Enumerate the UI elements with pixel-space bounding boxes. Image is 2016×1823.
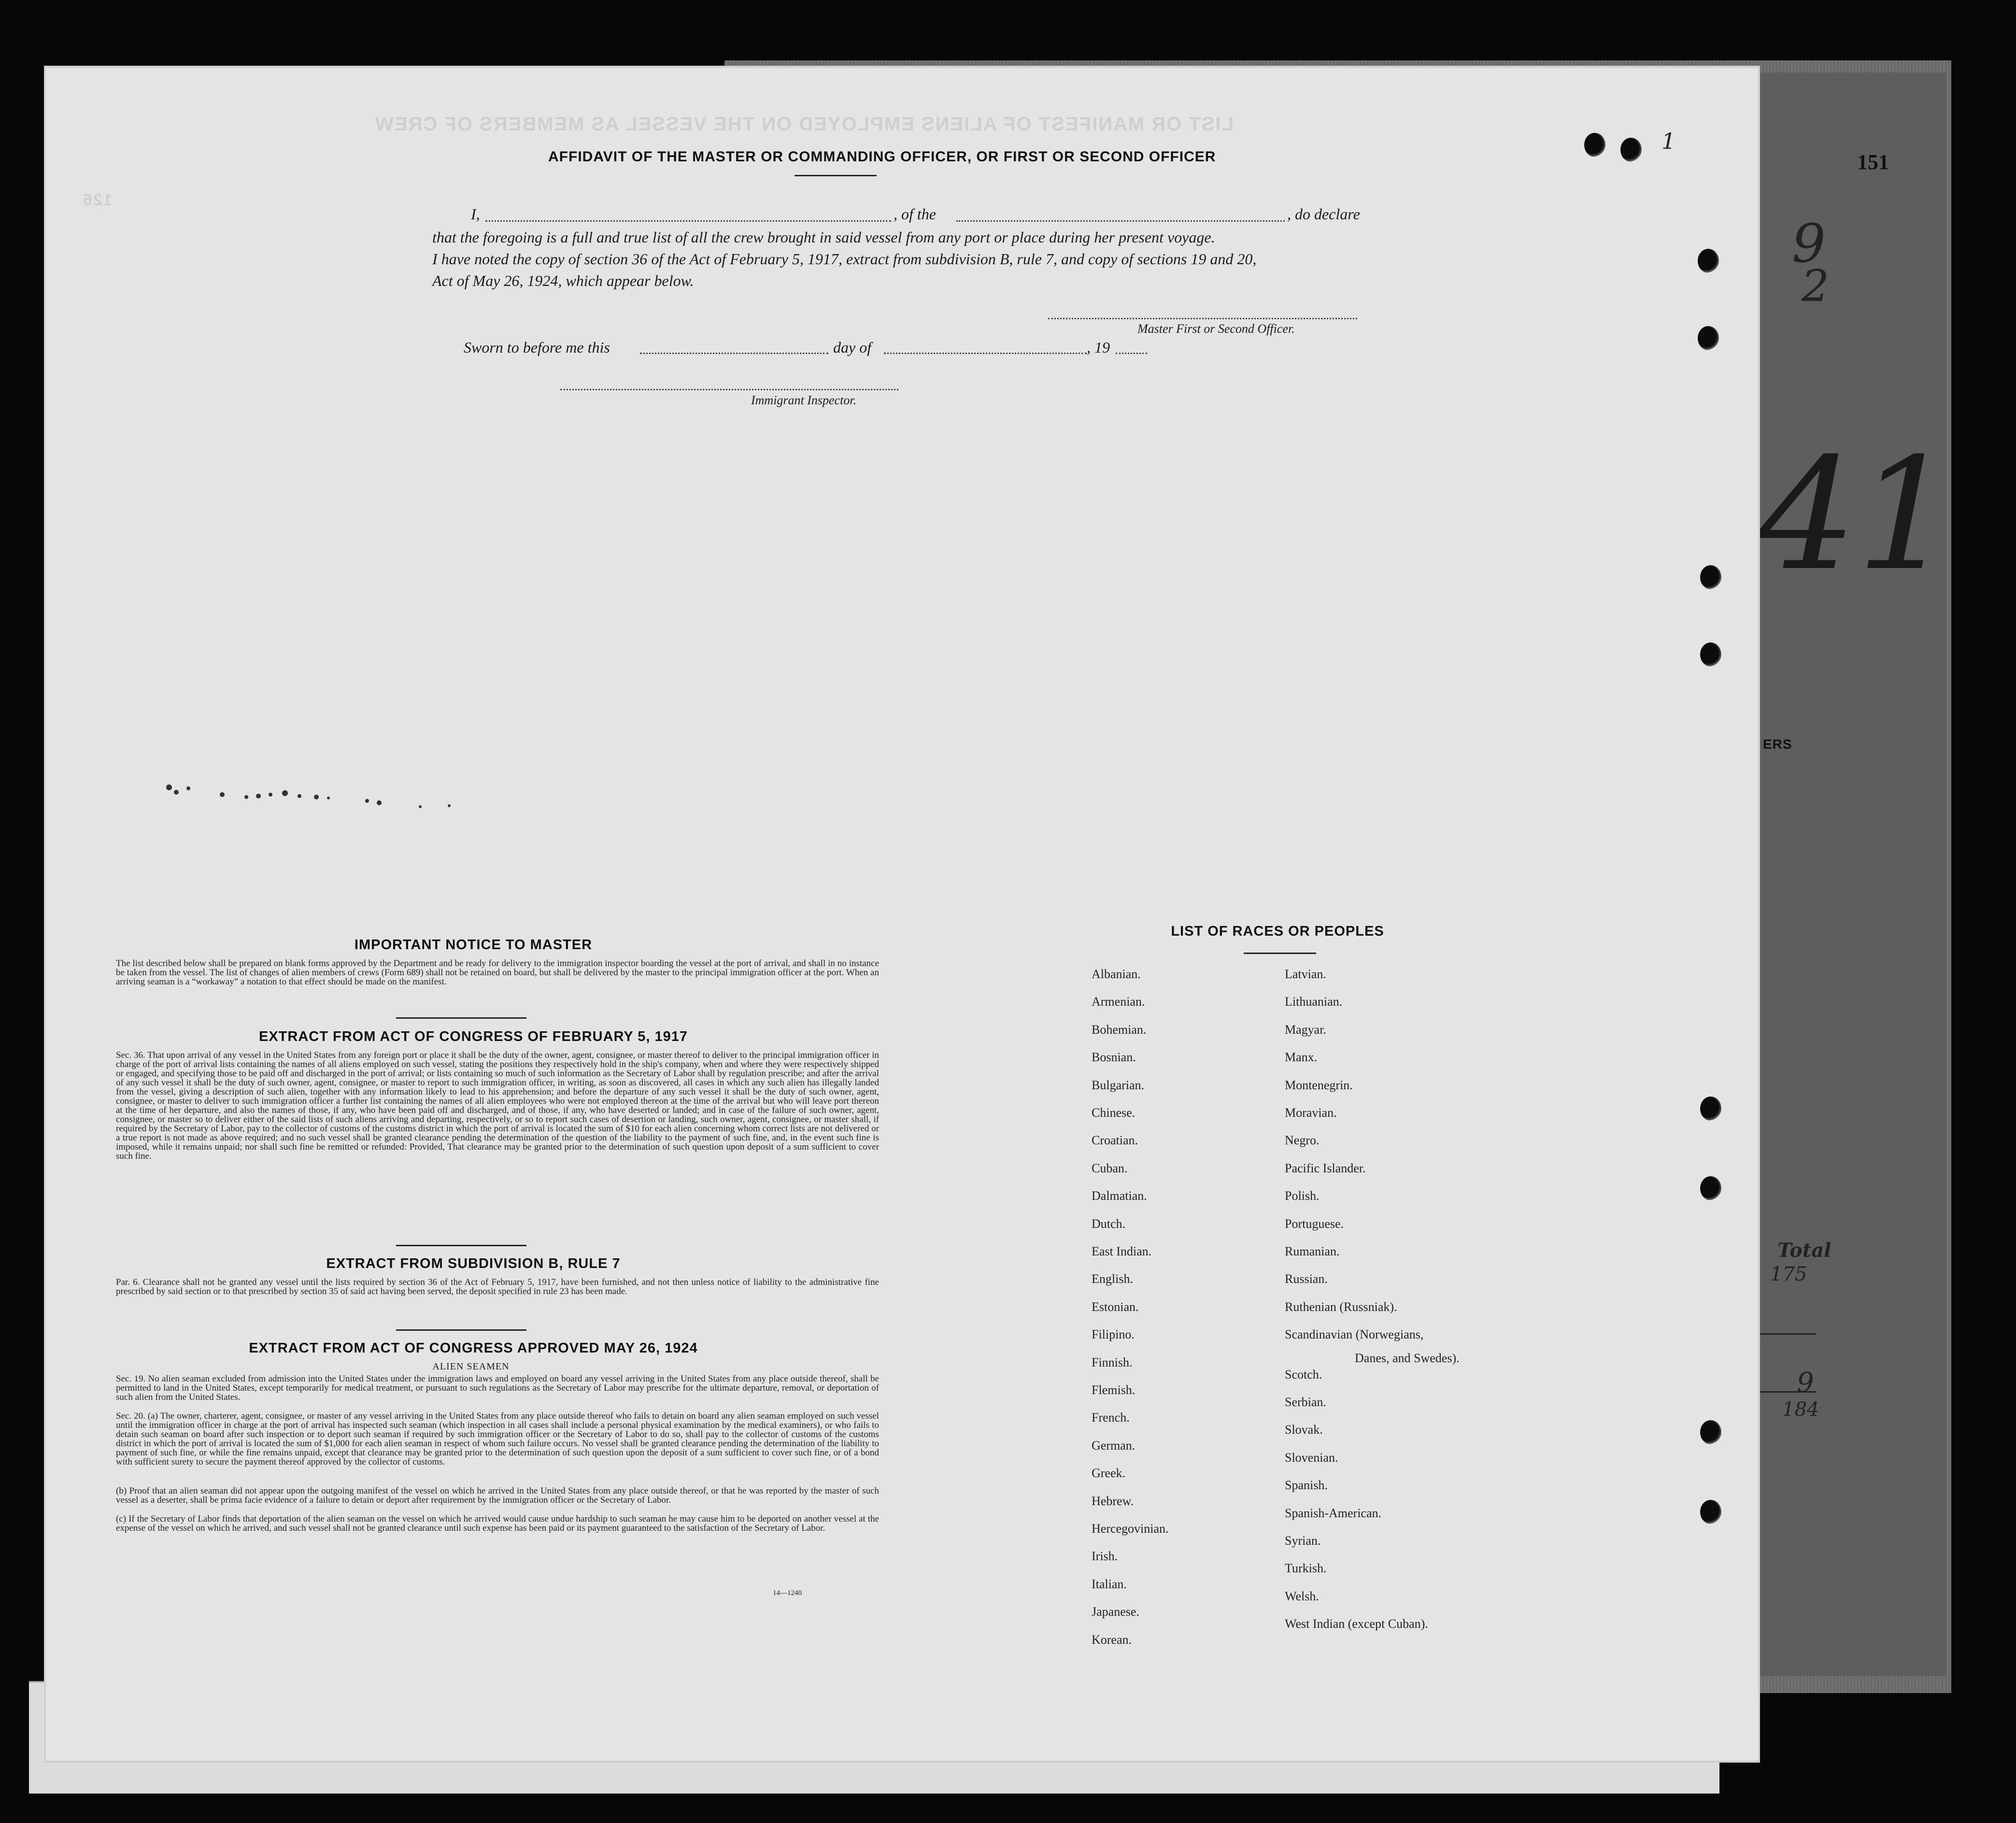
sworn-month-blank (884, 353, 1087, 354)
affidavit-title-rule (795, 175, 877, 176)
race-item: Rumanian. (1285, 1244, 1340, 1258)
race-item: Finnish. (1092, 1355, 1133, 1369)
race-item: Welsh. (1285, 1589, 1319, 1603)
bleed-through-code: 126 (82, 191, 113, 209)
bleed-through-title: LIST OR MANIFEST OF ALIENS EMPLOYED ON THE VESSEL AS MEMBERS OF CREW (374, 114, 1234, 135)
sworn-year-blank (1116, 353, 1147, 354)
race-item: Ruthenian (Russniak). (1285, 1299, 1397, 1314)
total-value: 175 (1770, 1263, 1807, 1285)
race-item: English. (1092, 1272, 1133, 1286)
punch-hole (1700, 1176, 1721, 1200)
race-item: Croatian. (1092, 1133, 1138, 1148)
race-item: Montenegrin. (1285, 1078, 1353, 1092)
affidavit-line-1: that the foregoing is a full and true list of all the crew brought in said vessel from any port or place during her present voyage. (432, 228, 1215, 246)
subdivision-b-title: EXTRACT FROM SUBDIVISION B, RULE 7 (326, 1256, 621, 1271)
race-item: Moravian. (1285, 1106, 1337, 1120)
margin-rule-2 (1758, 1391, 1816, 1393)
punch-hole (1698, 249, 1719, 273)
notice-title: IMPORTANT NOTICE TO MASTER (354, 937, 593, 953)
total-label: Total (1777, 1239, 1831, 1262)
race-item: Filipino. (1092, 1327, 1135, 1342)
punch-hole (1700, 642, 1721, 667)
punch-hole (1700, 565, 1721, 589)
race-item: West Indian (except Cuban). (1285, 1617, 1428, 1631)
extract-1924-sec20c: (c) If the Secretary of Labor finds that deportation of the alien seaman on the vessel on which he arrived would cause undue hardship to such seaman he may cause him to be deported on another vessel at the expense of the vessel on which he arrived, and such vessel shall not be granted clearance until such expense has been paid or its payment guaranteed to the satisfaction of the Secretary of Labor. (116, 1514, 879, 1533)
section-rule-3 (396, 1329, 526, 1331)
race-item: Russian. (1285, 1272, 1328, 1286)
affidavit-i-label: I, (471, 205, 480, 223)
punch-hole (1620, 138, 1642, 162)
race-item: Lithuanian. (1285, 995, 1343, 1009)
extract-1924-sec20a: Sec. 20. (a) The owner, charterer, agent, consignee, or master of any vessel arriving in the United States from any place outside thereof who fails to detain on board any alien seaman employed on such vessel until the immigration officer in charge at the port of arrival has inspected such seaman (which inspection in all cases shall include a personal physical examination by the medical examiners), or who fails to detain such seaman on board after such inspection or to deport such seaman if required by such immigration officer or the Secretary of Labor to do so, shall pay to the collector of customs of the customs district in which the port of arrival is located the sum of $1,000 for each alien seaman in respect of whom such failure occurs. No vessel shall be granted clearance pending the determination of the liability to payment of such fine, or while the fine remains unpaid, except that clearance may be granted prior to the determination of such question upon the deposit of a sum sufficient to cover such fine, or of a bond with sufficient surety to secure the payment thereof approved by the collector of customs. (116, 1411, 879, 1467)
race-item: Turkish. (1285, 1561, 1327, 1576)
handwritten-big-number: 41 (1758, 425, 1955, 605)
race-item: Dutch. (1092, 1216, 1126, 1231)
races-title-rule (1244, 953, 1316, 954)
race-item: Manx. (1285, 1050, 1318, 1065)
race-item: Spanish-American. (1285, 1506, 1382, 1520)
race-item: Latvian. (1285, 967, 1326, 981)
handwritten-two: 2 (1802, 261, 1830, 312)
year-prefix: , 19 (1087, 339, 1110, 356)
race-item: Hercegovinian. (1092, 1522, 1169, 1536)
race-item: Flemish. (1092, 1383, 1136, 1397)
extract-1924-sec19: Sec. 19. No alien seaman excluded from admission into the United States under the immigration laws and employed on board any vessel arriving in the United States from any place outside thereof, shall be permitted to land in the United States, except temporarily for medical treatment, or pursuant to such regulations as the Secretary of Labor may prescribe for the ultimate departure, removal, or deportation of such alien from the United States. (116, 1374, 879, 1402)
alien-seamen-subtitle: ALIEN SEAMEN (432, 1361, 510, 1372)
race-item: French. (1092, 1410, 1130, 1425)
margin-184: 184 (1782, 1398, 1819, 1421)
race-item: Dalmatian. (1092, 1189, 1147, 1203)
race-item: Irish. (1092, 1549, 1118, 1564)
affidavit-name-blank (485, 220, 891, 222)
race-item: Scotch. (1285, 1367, 1322, 1381)
race-item: Hebrew. (1092, 1494, 1134, 1508)
race-item-continuation: Danes, and Swedes). (1355, 1351, 1460, 1365)
manifest-page (46, 68, 1758, 1761)
race-item: Portuguese. (1285, 1216, 1344, 1231)
race-item: Magyar. (1285, 1022, 1326, 1037)
race-item: Armenian. (1092, 995, 1145, 1009)
race-item: Syrian. (1285, 1534, 1321, 1548)
corner-digit: 1 (1661, 128, 1676, 154)
race-item: East Indian. (1092, 1244, 1152, 1258)
race-item: Greek. (1092, 1466, 1126, 1481)
punch-hole (1698, 326, 1719, 350)
master-signature-label: Master First or Second Officer. (1137, 322, 1295, 336)
scan-specks (159, 768, 594, 816)
affidavit-of-the-label: , of the (894, 205, 936, 223)
race-item: Japanese. (1092, 1605, 1139, 1619)
race-item: Slovak. (1285, 1423, 1323, 1437)
handwritten-nine: 9 (1792, 213, 1826, 274)
margin-rule-1 (1758, 1333, 1816, 1335)
affidavit-line-2: I have noted the copy of section 36 of the Act of February 5, 1917, extract from subdivision B, rule 7, and copy of sections 19 and 20, (432, 250, 1257, 268)
punch-hole (1700, 1500, 1721, 1524)
extract-1924-title: EXTRACT FROM ACT OF CONGRESS APPROVED MAY 26, 1924 (249, 1340, 698, 1356)
extract-1924-sec20b: (b) Proof that an alien seaman did not appear upon the outgoing manifest of the vessel on which he arrived in the United States from any place outside thereof, or that he was reported by the master of such vessel as a deserter, shall be prima facie evidence of a failure to detain or deport after requirement by the immigration officer or the Secretary of Labor. (116, 1486, 879, 1505)
inspector-label: Immigrant Inspector. (751, 393, 857, 407)
notice-body: The list described below shall be prepared on blank forms approved by the Department and be ready for delivery to the immigration inspector boarding the vessel at the port of arrival, and shall in no instance be taken from the vessel. The list of changes of alien members of crews (Form 689) shall not be retained on board, but shall be delivered by the master to the principal immigration officer at the port. When an arriving seaman is a “workaway” a notation to that effect should be made on the manifest. (116, 958, 879, 987)
race-item: Bohemian. (1092, 1022, 1147, 1037)
affidavit-vessel-blank (956, 220, 1285, 222)
races-title: LIST OF RACES OR PEOPLES (1171, 924, 1384, 939)
race-item: Chinese. (1092, 1106, 1136, 1120)
punch-hole (1700, 1420, 1721, 1444)
sworn-label: Sworn to before me this (464, 339, 610, 356)
tab-text: ERS (1763, 737, 1792, 752)
race-item: Cuban. (1092, 1161, 1128, 1175)
race-item: Korean. (1092, 1632, 1132, 1647)
extract-1917-title: EXTRACT FROM ACT OF CONGRESS OF FEBRUARY 5, 1917 (258, 1029, 688, 1044)
affidavit-title: AFFIDAVIT OF THE MASTER OR COMMANDING OFFICER, OR FIRST OR SECOND OFFICER (548, 149, 1216, 165)
race-item: German. (1092, 1438, 1136, 1453)
race-item: Estonian. (1092, 1299, 1139, 1314)
race-item: Albanian. (1092, 967, 1141, 981)
race-item: Polish. (1285, 1189, 1320, 1203)
affidavit-do-declare: , do declare (1287, 205, 1360, 223)
race-item: Negro. (1285, 1133, 1320, 1148)
page-number-stamp: 151 (1857, 150, 1889, 174)
sworn-day-blank (640, 353, 828, 354)
section-rule-1 (396, 1017, 526, 1019)
day-of-label: day of (833, 339, 872, 356)
form-number: 14—1240 (773, 1589, 802, 1597)
punch-hole (1700, 1097, 1721, 1121)
race-item: Slovenian. (1285, 1450, 1338, 1465)
extract-1917-body: Sec. 36. That upon arrival of any vessel in the United States from any foreign port or place it shall be the duty of the owner, agent, consignee, or master thereof to deliver to the principal immigration officer in charge of the port of arrival lists containing the names of all aliens employed on such vessel, stating the positions they respectively hold in the ship's company, when and where they were respectively shipped or engaged, and specifying those to be paid off and discharged in the port of arrival; or lists containing so much of such information as the Secretary of Labor shall by regulation prescribe; and after the arrival of any such vessel it shall be the duty of such owner, agent, consignee, or master to report to such immigration officer, in writing, as soon as discovered, all cases in which any such alien has illegally landed from the vessel, giving a description of such alien, together with any information likely to lead to his apprehension; and before the departure of any such vessel it shall be the duty of such owner, agent, consignee, or master to deliver to such immigration officer a further list containing the names of all alien employees who were not employed thereon at the time of the arrival but who will leave port thereon at the time of her departure, and also the names of those, if any, who have been paid off and discharged, and of those, if any, who have deserted or landed; and in case of the failure of such owner, agent, consignee, or master so to deliver either of the said lists of such aliens arriving and departing, respectively, or so to report such cases of desertion or landing, such owner, agent, consignee, or master shall, if required by the Secretary of Labor, pay to the collector of customs of the customs district in which the port of arrival is located the sum of $10 for each alien concerning whom correct lists are not delivered or a true report is not made as above required; and no such vessel shall be granted clearance pending the determination of the question of the liability to the payment of such fine, and, in the event such fine is imposed, while it remains unpaid; nor shall such fine be remitted or refunded: Provided, That clearance may be granted prior to the determination of such question upon deposit of a sum sufficient to cover such fine. (116, 1050, 879, 1161)
section-rule-2 (396, 1245, 526, 1246)
punch-hole (1584, 133, 1605, 157)
race-item: Italian. (1092, 1577, 1127, 1591)
subdivision-b-body: Par. 6. Clearance shall not be granted any vessel until the lists required by section 36 of the Act of February 5, 1917, have been furnished, and not then unless notice of liability to the administrative fine prescribed by said section or to that prescribed by section 35 of said act having been served, the deposit specified in rule 23 has been made. (116, 1277, 879, 1296)
race-item: Bosnian. (1092, 1050, 1136, 1065)
race-item: Pacific Islander. (1285, 1161, 1366, 1175)
race-item: Scandinavian (Norwegians, (1285, 1327, 1424, 1342)
affidavit-line-3: Act of May 26, 1924, which appear below. (432, 272, 694, 289)
margin-nine: 9 (1797, 1367, 1814, 1398)
race-item: Serbian. (1285, 1395, 1326, 1409)
race-item: Spanish. (1285, 1478, 1328, 1493)
race-item: Bulgarian. (1092, 1078, 1145, 1092)
